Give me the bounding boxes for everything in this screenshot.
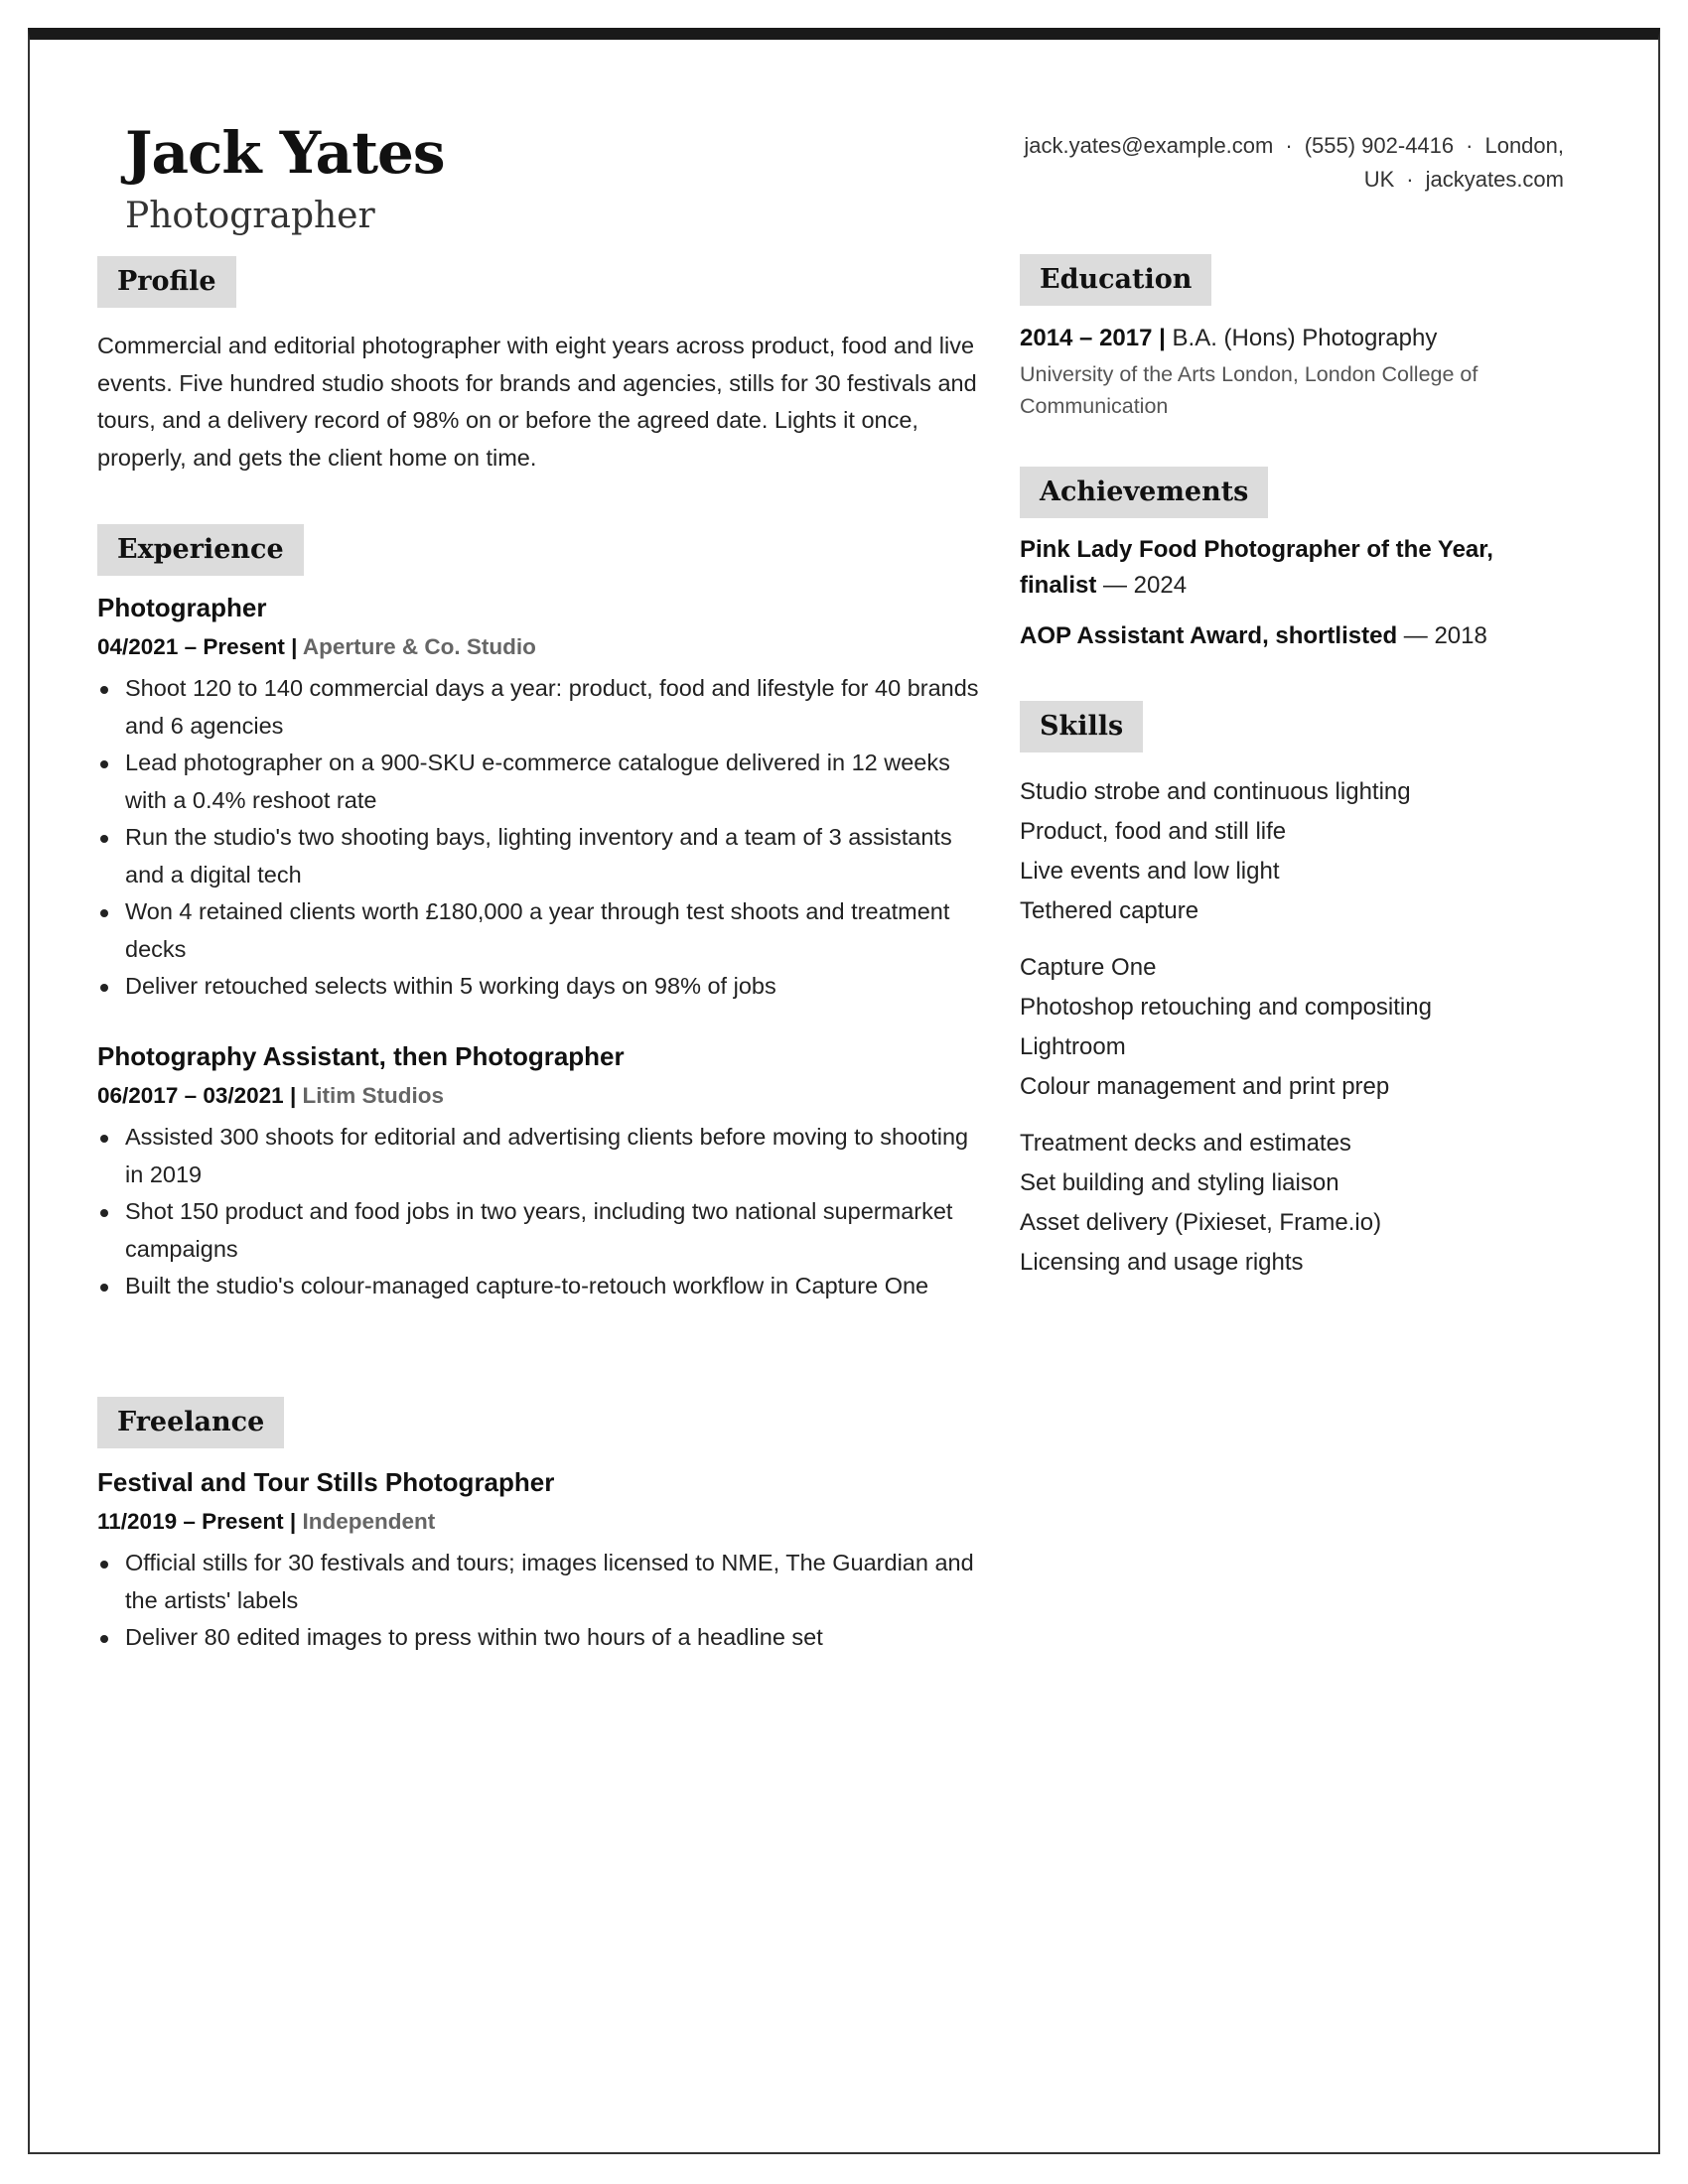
experience-job (97, 1039, 991, 1305)
job-company: Aperture & Co. Studio (302, 634, 536, 659)
job-bullets (97, 670, 991, 1006)
education-item (1020, 321, 1576, 422)
job-dates: 11/2019 – Present (97, 1509, 284, 1534)
list-item: Photoshop retouching and compositing (1020, 994, 1432, 1021)
experience-job (97, 591, 991, 1006)
job-dates: 04/2021 – Present (97, 634, 285, 659)
section-heading-profile: Profile (97, 256, 236, 308)
skills-list (1020, 772, 1576, 1299)
list-item: Studio strobe and continuous lighting (1020, 778, 1411, 805)
contact-info (948, 129, 1564, 197)
section-heading-education: Education (1020, 254, 1211, 306)
resume-page (28, 28, 1660, 2154)
list-item: Built the studio's colour-managed capture-to-retouch workflow in Capture One (125, 1268, 991, 1305)
education-school: University of the Arts London, London College of Communication (1020, 362, 1478, 418)
achievement-item (1020, 618, 1576, 654)
contact-email[interactable]: jack.yates@example.com (1024, 133, 1274, 158)
list-item: Set building and styling liaison (1020, 1169, 1339, 1196)
section-heading-achievements: Achievements (1020, 467, 1268, 518)
achievement-year: — 2024 (1103, 572, 1188, 599)
list-item: Treatment decks and estimates (1020, 1130, 1351, 1157)
profile-text: Commercial and editorial photographer with eight years across product, food and live events. Five hundred studio shoots for brands and agencies, stills for 30 festivals and tours, and a delivery record of 98% on or before the agreed date. Lights it once, properly, and gets the client home on time. (97, 333, 977, 471)
achievement-year: — 2018 (1403, 622, 1487, 649)
job-meta: 04/2021 – Present | Aperture & Co. Studio (97, 634, 536, 659)
freelance-job (97, 1465, 991, 1657)
education-years: 2014 – 2017 (1020, 325, 1153, 351)
list-item: Deliver retouched selects within 5 working days on 98% of jobs (125, 968, 991, 1006)
job-meta: 06/2017 – 03/2021 | Litim Studios (97, 1083, 444, 1108)
candidate-title: Photographer (125, 196, 375, 236)
list-item: Deliver 80 edited images to press within two hours of a headline set (125, 1619, 991, 1657)
list-item: Colour management and print prep (1020, 1073, 1390, 1100)
list-item: Shoot 120 to 140 commercial days a year: product, food and lifestyle for 40 brands and 6 agencies (125, 670, 991, 745)
job-title: Festival and Tour Stills Photographer (97, 1467, 555, 1497)
list-item: Capture One (1020, 954, 1157, 981)
list-item: Shot 150 product and food jobs in two years, including two national supermarket campaigns (125, 1193, 991, 1268)
list-item: Asset delivery (Pixieset, Frame.io) (1020, 1209, 1382, 1236)
job-company: Litim Studios (302, 1083, 444, 1108)
job-bullets (97, 1545, 991, 1657)
education-separator: | (1159, 325, 1166, 351)
list-item: Tethered capture (1020, 897, 1199, 924)
section-heading-experience: Experience (97, 524, 304, 576)
candidate-name: Jack Yates (125, 119, 445, 187)
list-item: Licensing and usage rights (1020, 1249, 1304, 1276)
achievement-title: Pink Lady Food Photographer of the Year, finalist (1020, 536, 1493, 599)
list-item: Won 4 retained clients worth £180,000 a year through test shoots and treatment decks (125, 893, 991, 968)
contact-website[interactable]: jackyates.com (1425, 167, 1564, 192)
achievement-title: AOP Assistant Award, shortlisted (1020, 622, 1398, 649)
job-company: Independent (302, 1509, 436, 1534)
education-degree-line (1020, 321, 1576, 356)
skill-group (1020, 1124, 1576, 1283)
skill-group (1020, 948, 1576, 1107)
contact-separator: · (1285, 133, 1293, 158)
list-item: Lead photographer on a 900-SKU e-commerce catalogue delivered in 12 weeks with a 0.4% reshoot rate (125, 745, 991, 819)
list-item: Run the studio's two shooting bays, lighting inventory and a team of 3 assistants and a digital tech (125, 819, 991, 893)
contact-phone[interactable]: (555) 902-4416 (1304, 133, 1455, 158)
education-degree: B.A. (Hons) Photography (1172, 325, 1438, 351)
list-item: Product, food and still life (1020, 818, 1287, 845)
job-title: Photography Assistant, then Photographer (97, 1041, 625, 1071)
contact-location: London, UK (1363, 133, 1564, 192)
skill-group (1020, 772, 1576, 931)
contact-separator: · (1466, 133, 1474, 158)
profile-section (97, 328, 991, 477)
section-heading-skills: Skills (1020, 701, 1143, 752)
job-meta: 11/2019 – Present | Independent (97, 1509, 436, 1534)
contact-separator: · (1406, 167, 1414, 192)
list-item: Assisted 300 shoots for editorial and advertising clients before moving to shooting in 2019 (125, 1119, 991, 1193)
section-heading-freelance: Freelance (97, 1397, 284, 1448)
achievement-item (1020, 532, 1576, 604)
list-item: Lightroom (1020, 1033, 1126, 1060)
job-bullets (97, 1119, 991, 1305)
job-dates: 06/2017 – 03/2021 (97, 1083, 284, 1108)
job-title: Photographer (97, 593, 267, 622)
list-item: Official stills for 30 festivals and tours; images licensed to NME, The Guardian and the artists' labels (125, 1545, 991, 1619)
achievements-list (1020, 532, 1576, 669)
list-item: Live events and low light (1020, 858, 1280, 885)
